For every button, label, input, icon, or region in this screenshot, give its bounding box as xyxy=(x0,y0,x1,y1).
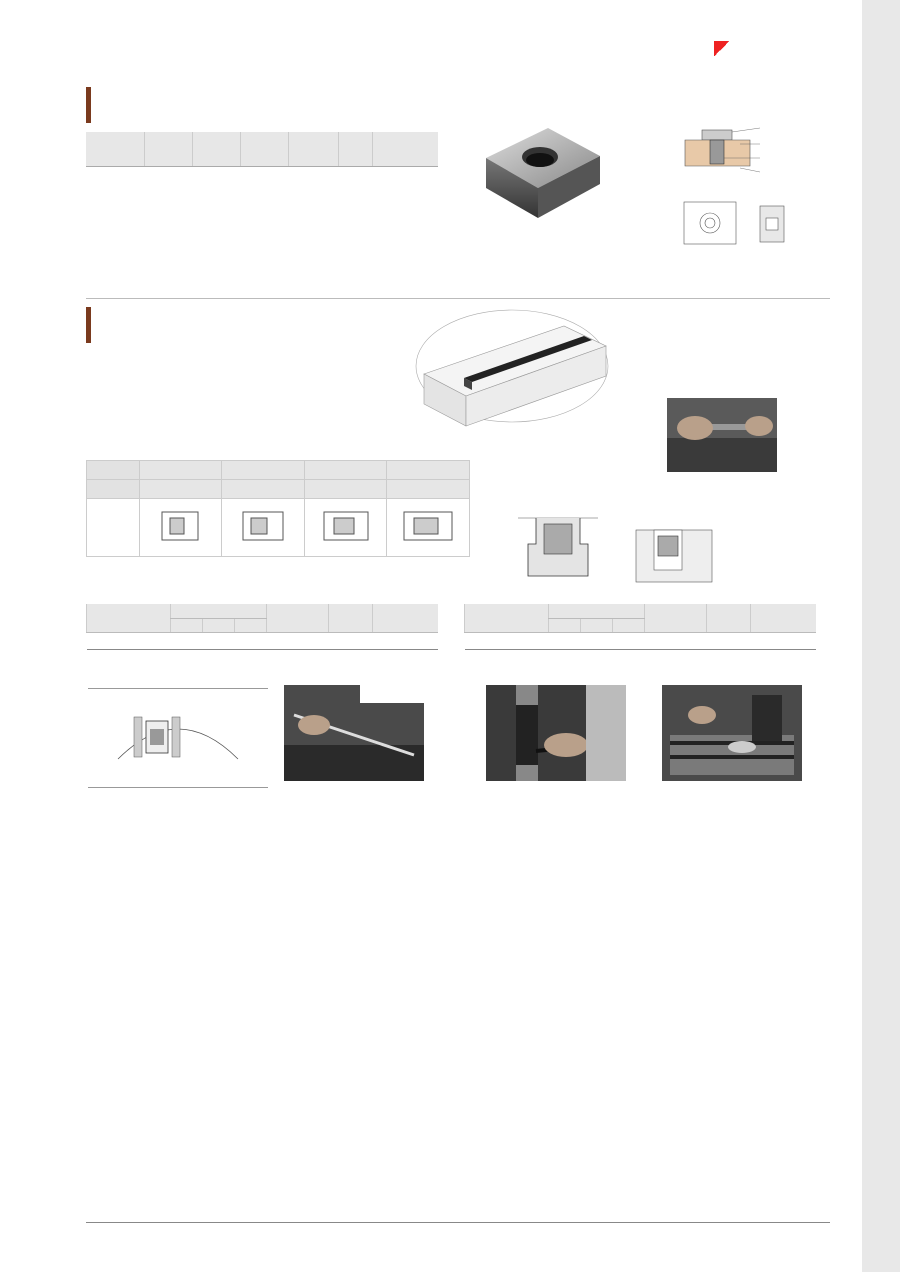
fig2-side-diagram xyxy=(632,490,782,586)
col-header xyxy=(549,604,645,618)
col-header xyxy=(171,604,267,618)
step-key-diagram xyxy=(680,118,830,263)
table-row xyxy=(465,632,817,649)
combo-label xyxy=(87,499,140,557)
category-sidebar xyxy=(862,0,900,1272)
col-header xyxy=(465,604,549,632)
col-header xyxy=(372,132,438,166)
col-header xyxy=(192,132,240,166)
col-header xyxy=(288,132,338,166)
fig6-photo xyxy=(662,685,802,781)
tslot-illustration xyxy=(414,306,610,446)
col-header xyxy=(372,604,438,632)
use-cell xyxy=(222,461,305,480)
col-header xyxy=(328,604,372,632)
tslot-intro xyxy=(634,309,824,319)
col-header xyxy=(644,604,706,632)
combo-diagram xyxy=(222,499,305,557)
col-header xyxy=(240,132,288,166)
col-header xyxy=(612,618,644,632)
fig1-photo xyxy=(667,398,777,472)
use-table xyxy=(86,460,470,557)
col-header xyxy=(580,618,612,632)
use-cell xyxy=(139,480,222,499)
table-row xyxy=(87,632,439,649)
combo-diagram xyxy=(139,499,222,557)
use-cell xyxy=(304,461,387,480)
col-header xyxy=(202,618,234,632)
use-cell xyxy=(222,480,305,499)
use-cell xyxy=(139,461,222,480)
col-header xyxy=(549,618,581,632)
col-header xyxy=(87,604,171,632)
col-header xyxy=(234,618,266,632)
col-header xyxy=(338,132,372,166)
tcv1824-table xyxy=(464,604,816,650)
col-header xyxy=(171,618,203,632)
use-cell xyxy=(387,461,470,480)
col-header xyxy=(266,604,328,632)
step-key-table xyxy=(86,132,438,167)
col-header xyxy=(86,132,144,166)
combo-diagram xyxy=(304,499,387,557)
col-header xyxy=(706,604,750,632)
combo-diagram xyxy=(387,499,470,557)
fig2-diagram xyxy=(508,484,608,584)
use-cell xyxy=(387,480,470,499)
use-row-name xyxy=(87,480,140,499)
col-header xyxy=(144,132,192,166)
fig3-diagram xyxy=(88,688,268,788)
fig4-photo xyxy=(284,685,424,781)
fig5-photo xyxy=(486,685,626,781)
use-row-name xyxy=(87,461,140,480)
use-cell xyxy=(304,480,387,499)
tcv1218-table xyxy=(86,604,438,650)
step-key-photo xyxy=(478,118,606,230)
col-header xyxy=(750,604,816,632)
